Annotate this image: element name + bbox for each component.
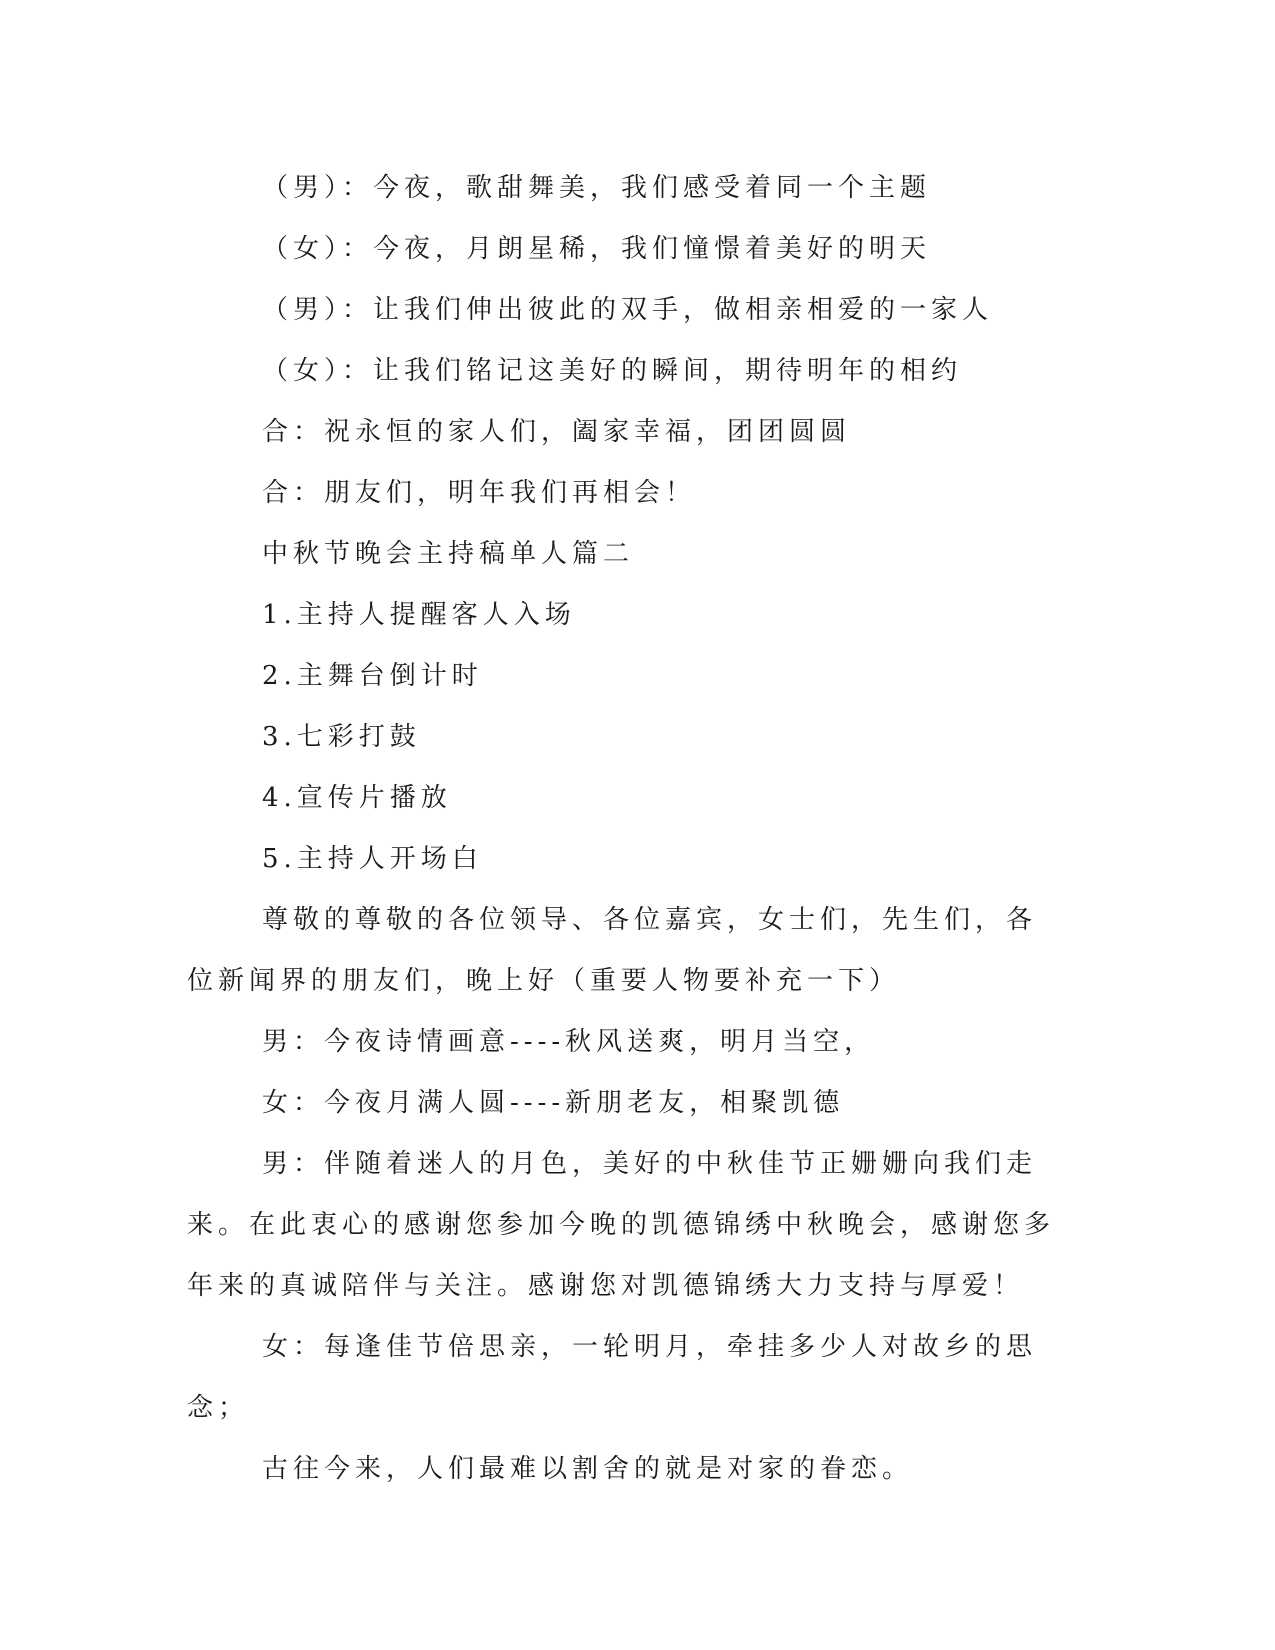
paragraph-greeting: 尊敬的尊敬的各位领导、各位嘉宾，女士们，先生们，各位新闻界的朋友们，晚上好（重要人物要补充一下） [187,905,1038,996]
paragraph-5: 合：祝永恒的家人们，阖家幸福，团团圆圆 [262,417,852,447]
paragraph-4: （女）：让我们铭记这美好的瞬间，期待明年的相约 [262,356,963,386]
paragraph-6: 合：朋友们，明年我们再相会！ [262,478,697,508]
paragraph-3: （男）：让我们伸出彼此的双手，做相亲相爱的一家人 [262,295,994,325]
list-item-3: 3.七彩打鼓 [262,722,421,752]
list-item-1: 1.主持人提醒客人入场 [262,600,576,630]
section-heading: 中秋节晚会主持稿单人篇二 [262,539,635,569]
list-item-2: 2.主舞台倒计时 [262,661,483,691]
paragraph-male-1: 男：今夜诗情画意----秋风送爽，明月当空， [262,1027,876,1057]
paragraph-female-2: 女：每逢佳节倍思亲，一轮明月，牵挂多少人对故乡的思念； [187,1332,1038,1423]
list-item-5: 5.主持人开场白 [262,844,483,874]
paragraph-last: 古往今来，人们最难以割舍的就是对家的眷恋。 [262,1454,914,1484]
list-item-4: 4.宣传片播放 [262,783,452,813]
document-body [187,158,1067,1500]
paragraph-male-2: 男：伴随着迷人的月色，美好的中秋佳节正姗姗向我们走来。在此衷心的感谢您参加今晚的凯德锦绣中秋晚会，感谢您多年来的真诚陪伴与关注。感谢您对凯德锦绣大力支持与厚爱！ [187,1149,1056,1301]
paragraph-female-1: 女：今夜月满人圆----新朋老友，相聚凯德 [262,1088,845,1118]
paragraph-2: （女）：今夜，月朗星稀，我们憧憬着美好的明天 [262,234,932,264]
paragraph-1: （男）：今夜，歌甜舞美，我们感受着同一个主题 [262,173,932,203]
